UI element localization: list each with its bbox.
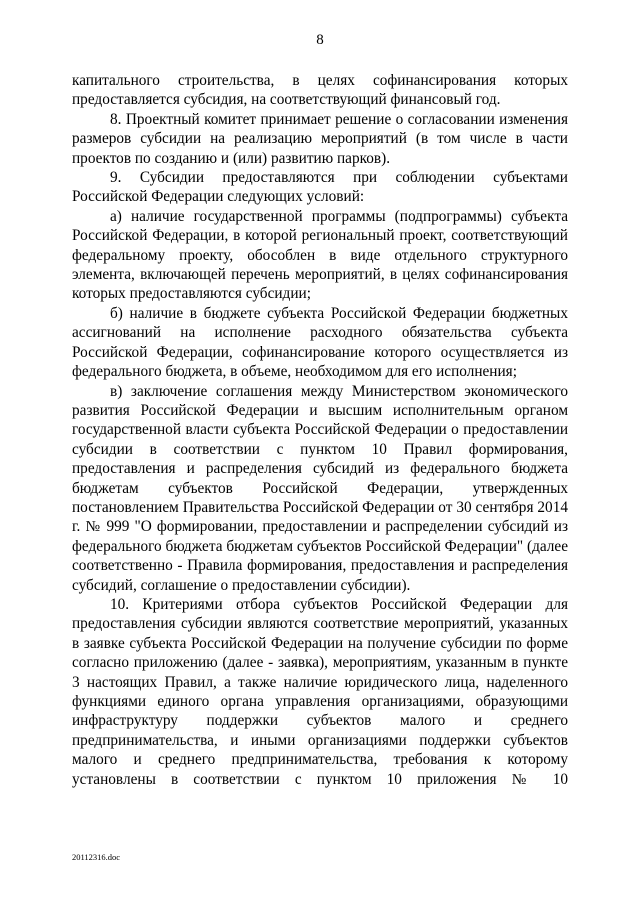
document-body <box>72 71 568 789</box>
paragraph-item-9v: в) заключение соглашения между Министерством экономического развития Российской Федерации и высшим исполнительным органом государственной власти субъекта Российской Федерации о предоставлении субсидии в соответствии с пунктом 10 Правил формирования, предоставления и распределения субсидий из федерального бюджета бюджетам субъектов Российской Федерации, утвержденных постановлением Правительства Российской Федерации от 30 сентября 2014 г. № 999 "О формировании, предоставлении и распределении субсидий из федерального бюджета бюджетам субъектов Российской Федерации" (далее соответственно - Правила формирования, предоставления и распределения субсидий, соглашение о предоставлении субсидии). <box>72 382 568 594</box>
paragraph-continuation: капитального строительства, в целях софинансирования которых предоставляется субсидия, на соответствующий финансовый год. <box>72 72 568 109</box>
page-number: 8 <box>316 32 324 48</box>
paragraph-item-9: 9. Субсидии предоставляются при соблюдении субъектами Российской Федерации следующих условий: <box>72 169 568 206</box>
paragraph-item-9b: б) наличие в бюджете субъекта Российской Федерации бюджетных ассигнований на исполнение расходного обязательства субъекта Российской Федерации, софинансирование которого осуществляется из федерального бюджета, в объеме, необходимом для его исполнения; <box>72 304 568 381</box>
paragraph-item-9a: а) наличие государственной программы (подпрограммы) субъекта Российской Федерации, в которой региональный проект, соответствующий федеральному проекту, обособлен в виде отдельного структурного элемента, включающей перечень мероприятий, в целях софинансирования которых предоставляются субсидии; <box>72 207 568 303</box>
file-name-footer: 20112316.doc <box>72 852 121 862</box>
paragraph-item-10: 10. Критериями отбора субъектов Российской Федерации для предоставления субсидии являются соответствие мероприятий, указанных в заявке субъекта Российской Федерации на получение субсидии по форме согласно приложению (далее - заявка), мероприятиям, указанным в пункте 3 настоящих Правил, а также наличие юридического лица, наделенного функциями единого органа управления организациями, образующими инфраструктуру поддержки субъектов малого и среднего предпринимательства, и иными организациями поддержки субъектов малого и среднего предпринимательства, требования к которому установлены в соответствии с пунктом 10 приложения № 10 <box>72 595 568 788</box>
paragraph-item-8: 8. Проектный комитет принимает решение о согласовании изменения размеров субсидии на реализацию мероприятий (в том числе в части проектов по созданию и (или) развитию парков). <box>72 110 568 167</box>
